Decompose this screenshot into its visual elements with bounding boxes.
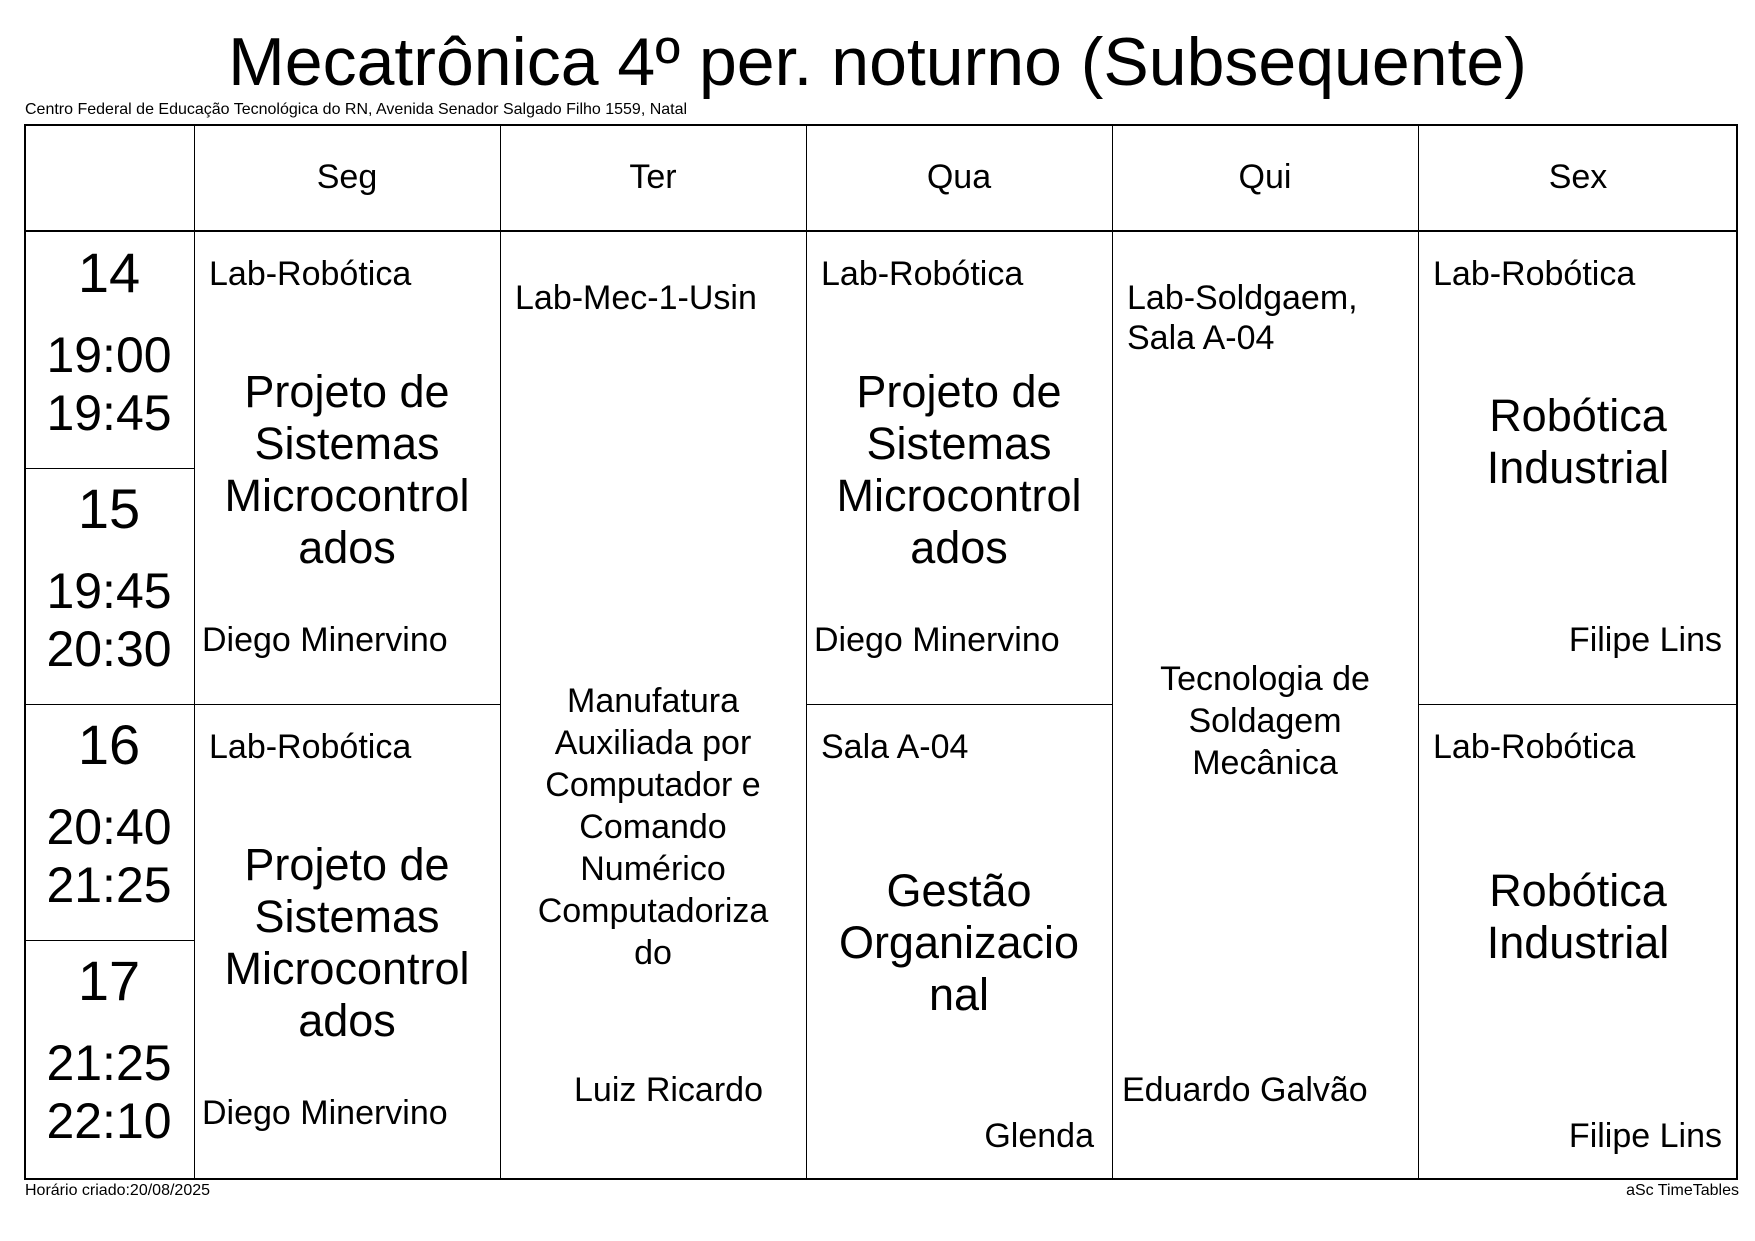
- period-number: 14: [77, 241, 141, 304]
- lesson-teacher: Eduardo Galvão: [1122, 1071, 1368, 1109]
- lesson-sex-2[interactable]: [1418, 705, 1738, 1178]
- lesson-teacher: Diego Minervino: [202, 1094, 448, 1132]
- lesson-seg-2[interactable]: [194, 705, 500, 1178]
- lesson-subject: Tecnologia de Soldagem Mecânica: [1160, 660, 1370, 782]
- day-header-seg: Seg: [316, 157, 378, 196]
- page-title: Mecatrônica 4º per. noturno (Subsequente): [228, 24, 1527, 100]
- lesson-subject: Gestão Organizacio nal: [838, 865, 1080, 1020]
- lesson-subject: Manufatura Auxiliada por Computador e Comando Numérico Computadoriza do: [537, 682, 769, 972]
- lesson-subject: Projeto de Sistemas Microcontrol ados: [224, 366, 470, 573]
- lesson-room: Lab-Robótica: [821, 255, 1024, 293]
- period-14: [24, 242, 194, 442]
- lesson-ter[interactable]: [500, 232, 806, 1178]
- lesson-subject: Robótica Industrial: [1486, 865, 1670, 968]
- day-header-qui: Qui: [1238, 157, 1292, 196]
- period-divider: [24, 940, 194, 941]
- period-15: [24, 478, 194, 678]
- lesson-room: Lab-Robótica: [209, 255, 412, 293]
- day-header-ter: Ter: [629, 157, 677, 196]
- day-header-qua: Qua: [926, 157, 992, 196]
- lesson-teacher: Glenda: [984, 1117, 1094, 1155]
- period-start: 20:40: [46, 799, 172, 855]
- period-number: 17: [77, 949, 141, 1012]
- period-start: 19:00: [46, 327, 172, 383]
- period-17: [24, 950, 194, 1150]
- period-start: 21:25: [46, 1035, 172, 1091]
- lesson-qui[interactable]: [1112, 232, 1418, 1178]
- lesson-subject: Projeto de Sistemas Microcontrol ados: [224, 839, 470, 1046]
- period-divider: [24, 468, 194, 469]
- day-header-sex: Sex: [1548, 157, 1608, 196]
- lesson-subject: Projeto de Sistemas Microcontrol ados: [836, 366, 1082, 573]
- lesson-seg-1[interactable]: [194, 232, 500, 704]
- lesson-qua-2[interactable]: [806, 705, 1112, 1178]
- software-credit: aSc TimeTables: [1626, 1182, 1739, 1199]
- lesson-teacher: Luiz Ricardo: [574, 1071, 763, 1109]
- lesson-room: Lab-Robótica: [209, 728, 412, 766]
- lesson-room: Lab-Soldgaem, Sala A-04: [1127, 279, 1358, 357]
- period-number: 16: [77, 713, 141, 776]
- lesson-teacher: Diego Minervino: [202, 621, 448, 659]
- period-end: 21:25: [46, 857, 172, 913]
- lesson-teacher: Diego Minervino: [814, 621, 1060, 659]
- period-end: 19:45: [46, 385, 172, 441]
- lesson-teacher: Filipe Lins: [1568, 621, 1722, 659]
- lesson-subject: Robótica Industrial: [1486, 390, 1670, 493]
- period-end: 20:30: [46, 621, 172, 677]
- created-date: Horário criado:20/08/2025: [25, 1182, 211, 1199]
- lesson-qua-1[interactable]: [806, 232, 1112, 704]
- institution-address: Centro Federal de Educação Tecnológica do RN, Avenida Senador Salgado Filho 1559, Natal: [25, 101, 688, 118]
- period-16: [24, 714, 194, 914]
- lesson-room: Lab-Mec-1-Usin: [515, 279, 757, 317]
- period-end: 22:10: [46, 1093, 172, 1149]
- period-start: 19:45: [46, 563, 172, 619]
- lesson-sex-1[interactable]: [1418, 232, 1738, 704]
- lesson-teacher: Filipe Lins: [1568, 1117, 1722, 1155]
- lesson-room: Sala A-04: [821, 728, 969, 766]
- period-number: 15: [77, 477, 141, 540]
- lesson-room: Lab-Robótica: [1433, 255, 1636, 293]
- timetable-grid: [24, 124, 1738, 1180]
- lesson-room: Lab-Robótica: [1433, 728, 1636, 766]
